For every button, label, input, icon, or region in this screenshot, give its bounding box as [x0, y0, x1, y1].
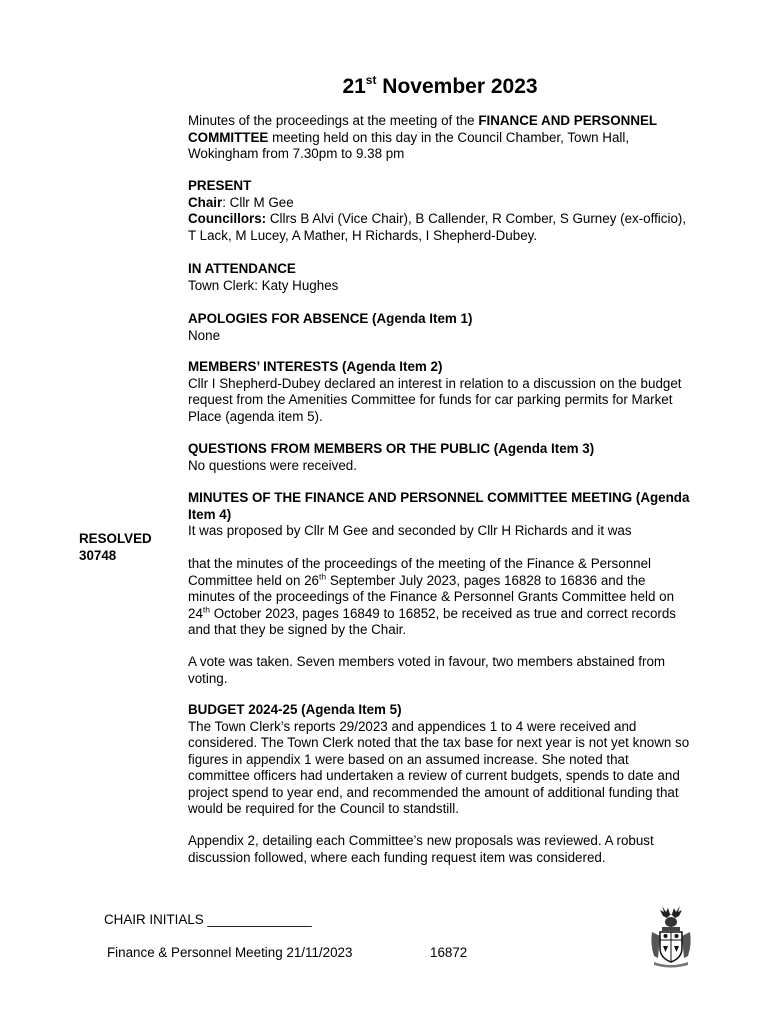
budget-paragraph-2: Appendix 2, detailing each Committee’s new proposals was reviewed. A robust discussion followed, where each funding request item was considered.: [188, 833, 654, 865]
attendance-heading: IN ATTENDANCE: [188, 261, 296, 276]
present-heading: PRESENT: [188, 178, 252, 193]
chair-initials: CHAIR INITIALS ______________: [104, 912, 312, 927]
questions-heading: QUESTIONS FROM MEMBERS OR THE PUBLIC (Agenda Item 3): [188, 441, 595, 456]
resolution-text: that the minutes of the proceedings of the meeting of the Finance & Personnel Committee held on 26th September July 2023, pages 16828 to 16836 and the minutes of the proceedings of the Finance & Personnel Grants Committee held on 24th October 2023, pages 16849 to 16852, be received as true and correct records and that they be signed by the Chair.: [188, 556, 676, 637]
minutes-heading: MINUTES OF THE FINANCE AND PERSONNEL COMMITTEE MEETING (Agenda Item 4): [188, 490, 690, 522]
budget-heading: BUDGET 2024-25 (Agenda Item 5): [188, 702, 402, 717]
interests-section: MEMBERS’ INTERESTS (Agenda Item 2) Cllr I Shepherd-Dubey declared an interest in relation to a discussion on the budget request from the Amenities Committee for funds for car parking permits for Market Place (agenda item 5).: [188, 359, 693, 425]
attendance-section: IN ATTENDANCE Town Clerk: Katy Hughes: [188, 261, 693, 294]
intro-paragraph: Minutes of the proceedings at the meeting of the FINANCE AND PERSONNEL COMMITTEE meeting held on this day in the Council Chamber, Town Hall, Wokingham from 7.30pm to 9.38 pm: [188, 113, 657, 161]
footer-meeting: Finance & Personnel Meeting 21/11/2023: [107, 945, 353, 960]
page-number: 16872: [430, 945, 468, 960]
council-crest-icon: [648, 902, 694, 968]
minutes-section: MINUTES OF THE FINANCE AND PERSONNEL COMMITTEE MEETING (Agenda Item 4) It was proposed by Cllr M Gee and seconded by Cllr H Richards and it was: [188, 490, 693, 540]
interests-heading: MEMBERS’ INTERESTS (Agenda Item 2): [188, 359, 443, 374]
questions-section: QUESTIONS FROM MEMBERS OR THE PUBLIC (Agenda Item 3) No questions were received.: [188, 441, 693, 474]
budget-section: BUDGET 2024-25 (Agenda Item 5) The Town Clerk’s reports 29/2023 and appendices 1 to 4 were received and considered. The Town Clerk noted that the tax base for next year is not yet known so figures in appendix 1 were based on an assumed increase. She noted that committee officers had undertaken a review of current budgets, spends to date and project spend to year end, and recommended the amount of additional funding that would be required for the Council to standstill.: [188, 702, 693, 818]
present-section: PRESENT Chair: Cllr M Gee Councillors: Cllrs B Alvi (Vice Chair), B Callender, R Comber, S Gurney (ex-officio), T Lack, M Lucey, A Mather, H Richards, I Shepherd-Dubey.: [188, 178, 693, 244]
vote-text: A vote was taken. Seven members voted in favour, two members abstained from voting.: [188, 654, 666, 686]
page-title: 21st November 2023: [342, 73, 538, 98]
apologies-heading: APOLOGIES FOR ABSENCE (Agenda Item 1): [188, 311, 473, 326]
resolved-label: RESOLVED 30748: [79, 531, 152, 563]
apologies-section: APOLOGIES FOR ABSENCE (Agenda Item 1) None: [188, 311, 693, 344]
